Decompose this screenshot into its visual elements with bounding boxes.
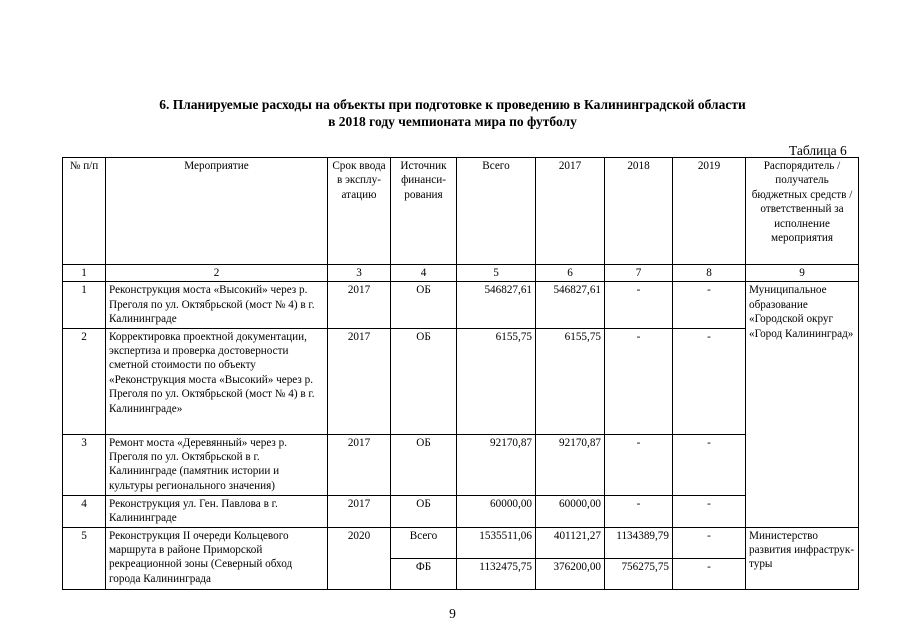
expenses-table [62, 157, 859, 590]
row-num: 3 [63, 434, 106, 495]
page-title [0, 96, 905, 130]
row-2019: - [673, 495, 746, 527]
row-2018: - [605, 282, 673, 328]
header-row [63, 158, 859, 265]
page-number: 9 [449, 606, 456, 621]
manager-municipality: Муниципальное образование «Городской округ «Город Калининград» [746, 282, 859, 527]
row-2017: 376200,00 [536, 558, 605, 589]
row-2019: - [673, 328, 746, 434]
row-source: Всего [391, 527, 457, 558]
row-num: 5 [63, 527, 106, 589]
column-number: 9 [746, 265, 859, 282]
row-deadline: 2017 [328, 434, 391, 495]
row-total: 92170,87 [457, 434, 536, 495]
column-number: 4 [391, 265, 457, 282]
row-2017: 92170,87 [536, 434, 605, 495]
row-total: 6155,75 [457, 328, 536, 434]
header-deadline: Срок ввода в эксплу-атацию [328, 158, 391, 265]
row-deadline: 2017 [328, 328, 391, 434]
column-number: 1 [63, 265, 106, 282]
row-deadline: 2020 [328, 527, 391, 589]
row-source: ОБ [391, 328, 457, 434]
row-2017: 60000,00 [536, 495, 605, 527]
header-2017: 2017 [536, 158, 605, 265]
column-number: 5 [457, 265, 536, 282]
row-2018: - [605, 434, 673, 495]
header-manager: Распорядитель / получатель бюджетных средств / ответственный за исполнение мероприятия [746, 158, 859, 265]
column-number-row [63, 265, 859, 282]
row-2019: - [673, 434, 746, 495]
manager-ministry: Министерство развития инфраструк-туры [746, 527, 859, 589]
header-num: № п/п [63, 158, 106, 265]
row-event: Реконструкция моста «Высокий» через р. Преголя по ул. Октябрьской (мост № 4) в г. Калининграде [106, 282, 328, 328]
row-event: Реконструкция II очереди Кольцевого маршрута в районе Приморской рекреационной зоны (Северный обход города Калининграда [106, 527, 328, 589]
row-2018: 1134389,79 [605, 527, 673, 558]
row-2018: - [605, 328, 673, 434]
title-line-1: 6. Планируемые расходы на объекты при подготовке к проведению в Калининградской области [159, 97, 746, 112]
row-2018: - [605, 495, 673, 527]
table-row [63, 495, 859, 527]
row-deadline: 2017 [328, 282, 391, 328]
column-number: 6 [536, 265, 605, 282]
header-event: Мероприятие [106, 158, 328, 265]
header-source: Источник финанси-рования [391, 158, 457, 265]
row-2019: - [673, 558, 746, 589]
row-2018: 756275,75 [605, 558, 673, 589]
row-source: ОБ [391, 434, 457, 495]
table-label: Таблица 6 [789, 143, 847, 158]
row-event: Реконструкция ул. Ген. Павлова в г. Калининграде [106, 495, 328, 527]
row-2019: - [673, 527, 746, 558]
column-number: 2 [106, 265, 328, 282]
row-source: ФБ [391, 558, 457, 589]
title-line-2: в 2018 году чемпионата мира по футболу [328, 114, 577, 129]
row-source: ОБ [391, 282, 457, 328]
row-event: Ремонт моста «Деревянный» через р. Преголя по ул. Октябрьской в г. Калининграде (памятник истории и культуры регионального значения) [106, 434, 328, 495]
table-row [63, 527, 859, 558]
row-total: 1132475,75 [457, 558, 536, 589]
column-number: 8 [673, 265, 746, 282]
row-source: ОБ [391, 495, 457, 527]
row-2017: 401121,27 [536, 527, 605, 558]
row-total: 1535511,06 [457, 527, 536, 558]
row-total: 60000,00 [457, 495, 536, 527]
row-deadline: 2017 [328, 495, 391, 527]
row-2017: 546827,61 [536, 282, 605, 328]
header-total: Всего [457, 158, 536, 265]
table-row [63, 434, 859, 495]
row-num: 1 [63, 282, 106, 328]
row-num: 4 [63, 495, 106, 527]
column-number: 7 [605, 265, 673, 282]
row-2019: - [673, 282, 746, 328]
row-total: 546827,61 [457, 282, 536, 328]
table-row [63, 328, 859, 434]
row-event: Корректировка проектной документации, экспертиза и проверка достоверности сметной стоимости по объекту «Реконструкция моста «Высокий» через р. Преголя по ул. Октябрьской (мост № 4) в г. Калининграде» [106, 328, 328, 434]
row-num: 2 [63, 328, 106, 434]
header-2018: 2018 [605, 158, 673, 265]
column-number: 3 [328, 265, 391, 282]
table-row [63, 282, 859, 328]
row-2017: 6155,75 [536, 328, 605, 434]
header-2019: 2019 [673, 158, 746, 265]
